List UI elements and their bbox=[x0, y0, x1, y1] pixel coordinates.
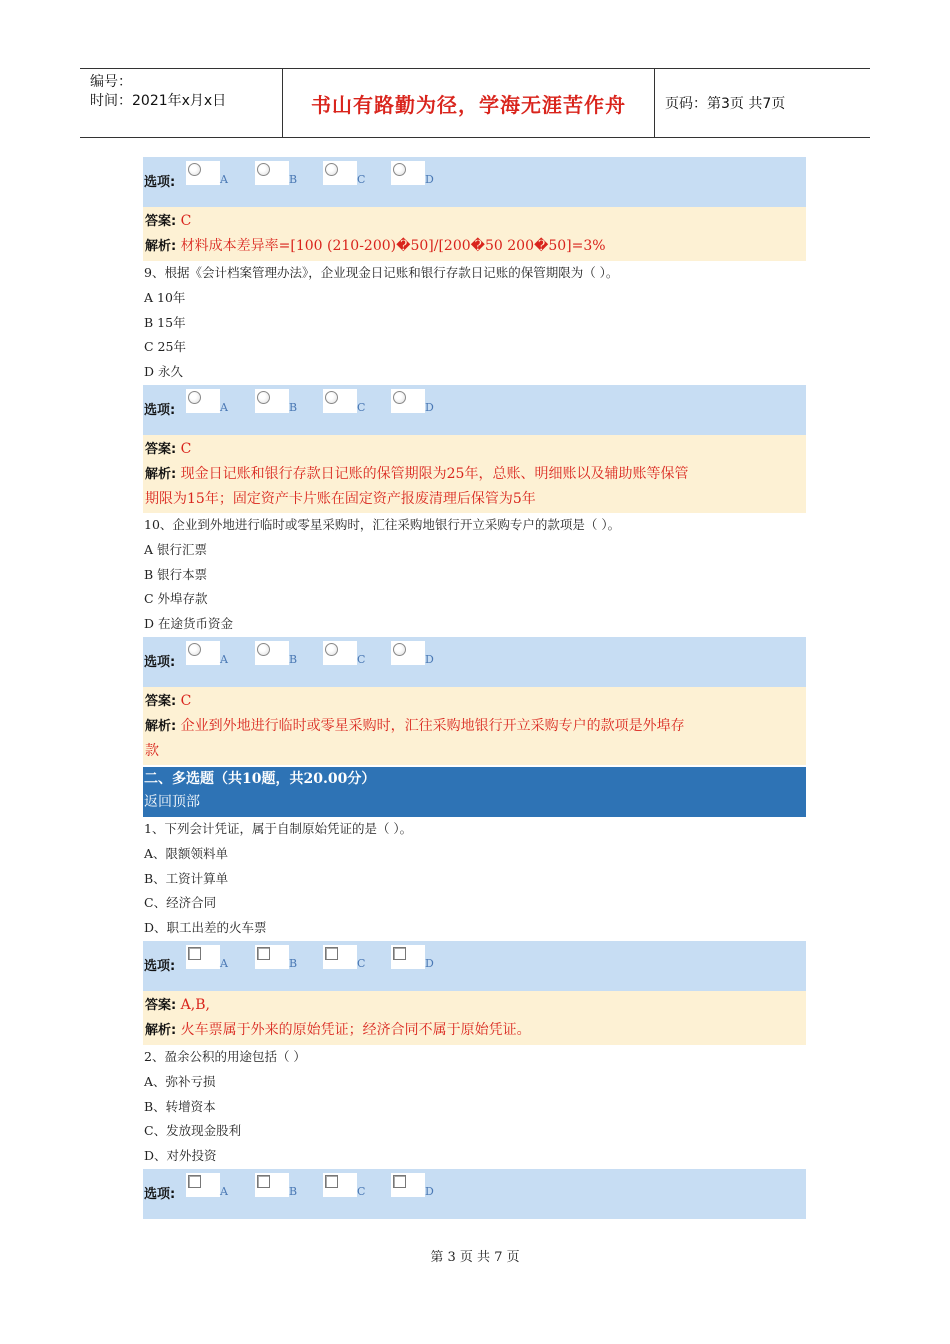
checkbox-icon[interactable] bbox=[257, 1175, 270, 1188]
analysis-label: 解析: bbox=[145, 718, 177, 734]
options-row: 选项: A B C D bbox=[143, 941, 806, 991]
page-header bbox=[80, 68, 870, 138]
checkbox-icon[interactable] bbox=[393, 1175, 406, 1188]
radio-icon[interactable] bbox=[393, 643, 406, 656]
radio-icon[interactable] bbox=[325, 643, 338, 656]
choice-d: D、对外投资 bbox=[144, 1148, 217, 1164]
answer-box bbox=[143, 207, 806, 261]
checkbox-icon[interactable] bbox=[257, 947, 270, 960]
code-label: 编号： bbox=[90, 74, 132, 90]
options-row: 选项: A B C D bbox=[143, 1169, 806, 1219]
choice-b: B 银行本票 bbox=[144, 566, 208, 582]
options-label: 选项: bbox=[144, 654, 176, 670]
time-label: 时间：2021年x月x日 bbox=[90, 93, 227, 109]
radio-icon[interactable] bbox=[188, 643, 201, 656]
answer-box bbox=[143, 687, 806, 765]
choice-b: B、转增资本 bbox=[144, 1098, 216, 1114]
checkbox-icon[interactable] bbox=[325, 947, 338, 960]
answer-label: 答案: bbox=[145, 693, 177, 709]
analysis-text-cont: 款 bbox=[145, 742, 159, 759]
checkbox-icon[interactable] bbox=[393, 947, 406, 960]
question-text: 1、下列会计凭证，属于自制原始凭证的是（ ）。 bbox=[144, 820, 413, 836]
question-text: 10、企业到外地进行临时或零星采购时，汇往采购地银行开立采购专户的款项是（ ）。 bbox=[144, 516, 621, 532]
page-info: 页码：第3页 共7页 bbox=[665, 96, 786, 112]
choice-c: C、经济合同 bbox=[144, 895, 217, 911]
choice-a: A、限额领料单 bbox=[144, 845, 229, 861]
answer-box bbox=[143, 435, 806, 513]
choice-c: C、发放现金股利 bbox=[144, 1123, 242, 1139]
header-right bbox=[655, 69, 870, 137]
question-text: 9、根据《会计档案管理办法》，企业现金日记账和银行存款日记账的保管期限为（ ）。 bbox=[144, 265, 619, 280]
choice-b: B、工资计算单 bbox=[144, 870, 229, 886]
choice-d: D、职工出差的火车票 bbox=[144, 920, 267, 936]
choice-c: C 外埠存款 bbox=[144, 591, 208, 607]
options-row: 选项: A B C D bbox=[143, 637, 806, 687]
options-label: 选项: bbox=[144, 175, 176, 190]
radio-icon[interactable] bbox=[257, 163, 270, 176]
section-header bbox=[143, 767, 806, 817]
radio-icon[interactable] bbox=[393, 163, 406, 176]
radio-icon[interactable] bbox=[188, 163, 201, 176]
choice-a: A 银行汇票 bbox=[144, 541, 208, 557]
answer-value: C bbox=[180, 213, 192, 229]
analysis-text: 火车票属于外来的原始凭证；经济合同不属于原始凭证。 bbox=[180, 1021, 531, 1038]
back-to-top-link[interactable]: 返回顶部 bbox=[144, 793, 200, 810]
answer-label: 答案: bbox=[145, 214, 177, 229]
options-label: 选项: bbox=[144, 958, 176, 974]
choice-d: D 在途货币资金 bbox=[144, 616, 233, 632]
options-row: 选项: A B C D bbox=[143, 385, 806, 435]
choice-b: B 15年 bbox=[144, 314, 186, 330]
motto: 书山有路勤为径，学海无涯苦作舟 bbox=[311, 92, 626, 117]
answer-label: 答案: bbox=[145, 997, 177, 1013]
analysis-label: 解析: bbox=[145, 1022, 177, 1038]
radio-icon[interactable] bbox=[257, 643, 270, 656]
analysis-label: 解析: bbox=[145, 239, 177, 254]
choice-a: A、弥补亏损 bbox=[144, 1073, 216, 1089]
choice-d: D 永久 bbox=[144, 364, 183, 380]
analysis-text: 材料成本差异率=[100 (210-200)�50]/[200�50 200�50]=3% bbox=[180, 238, 606, 254]
answer-value: C bbox=[180, 692, 192, 709]
options-label: 选项: bbox=[144, 402, 176, 418]
analysis-label: 解析: bbox=[145, 466, 177, 482]
question-text: 2、盈余公积的用途包括（ ） bbox=[144, 1048, 306, 1064]
analysis-text: 现金日记账和银行存款日记账的保管期限为25年，总账、明细账以及辅助账等保管 bbox=[180, 465, 689, 482]
options-row: 选项: A B C D bbox=[143, 157, 806, 207]
section-title: 二、多选题（共10题，共20.00分） bbox=[144, 770, 376, 787]
options-label: 选项: bbox=[144, 1186, 176, 1202]
choice-c: C 25年 bbox=[144, 339, 186, 355]
answer-value: C bbox=[180, 440, 192, 457]
answer-box bbox=[143, 991, 806, 1045]
exam-content bbox=[143, 157, 806, 1219]
radio-icon[interactable] bbox=[257, 391, 270, 404]
checkbox-icon[interactable] bbox=[188, 947, 201, 960]
radio-icon[interactable] bbox=[325, 391, 338, 404]
analysis-text: 企业到外地进行临时或零星采购时，汇往采购地银行开立采购专户的款项是外埠存 bbox=[180, 717, 685, 734]
checkbox-icon[interactable] bbox=[188, 1175, 201, 1188]
header-left bbox=[80, 69, 282, 137]
choice-a: A 10年 bbox=[144, 289, 186, 305]
answer-label: 答案: bbox=[145, 441, 177, 457]
radio-icon[interactable] bbox=[188, 391, 201, 404]
answer-value: A,B, bbox=[180, 996, 210, 1013]
radio-icon[interactable] bbox=[393, 391, 406, 404]
checkbox-icon[interactable] bbox=[325, 1175, 338, 1188]
analysis-text-cont: 期限为15年；固定资产卡片账在固定资产报废清理后保管为5年 bbox=[145, 490, 536, 507]
radio-icon[interactable] bbox=[325, 163, 338, 176]
page-footer: 第 3 页 共 7 页 bbox=[430, 1250, 520, 1265]
header-middle bbox=[282, 69, 655, 137]
